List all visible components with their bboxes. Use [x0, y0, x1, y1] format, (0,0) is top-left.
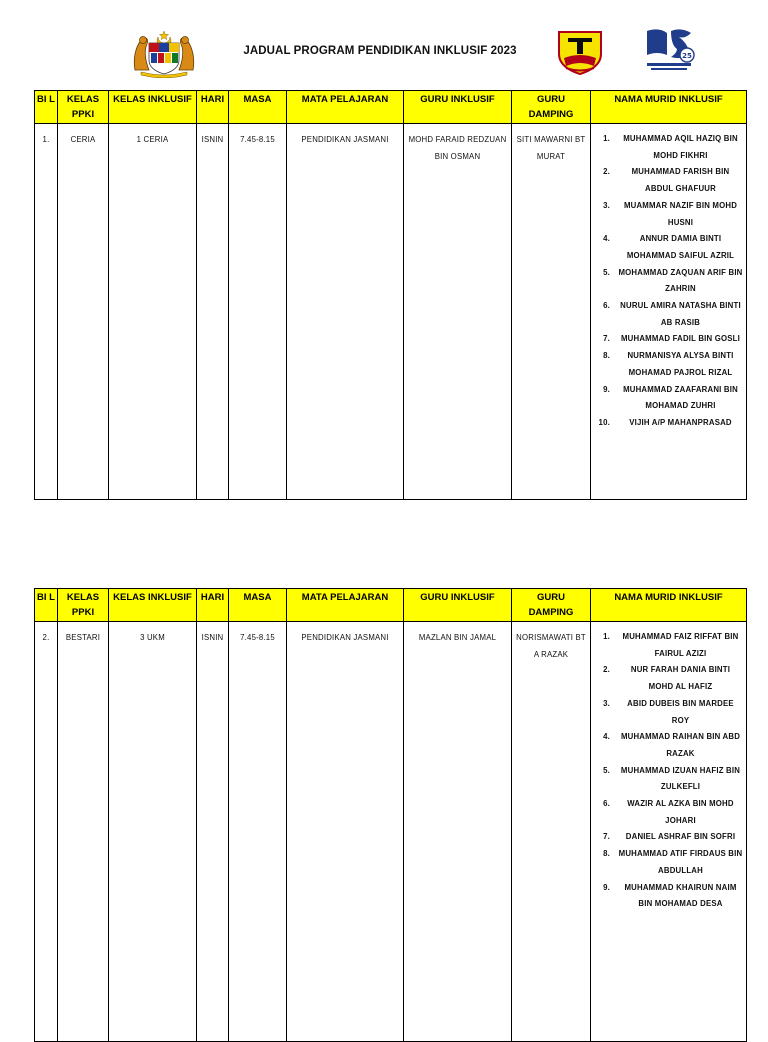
list-item: 3. ABID DUBEIS BIN MARDEE ROY: [603, 698, 734, 725]
column-header: KELAS PPKI: [58, 589, 109, 622]
column-header: HARI: [197, 589, 229, 622]
kelas-inklusif-cell: 1 CERIA: [109, 124, 197, 500]
column-header: GURU INKLUSIF: [404, 589, 512, 622]
bil-cell: 2.: [35, 622, 58, 1042]
kelas-inklusif-cell: 3 UKM: [109, 622, 197, 1042]
table-row: [35, 622, 747, 1042]
hari-cell: ISNIN: [197, 622, 229, 1042]
guru-damping-cell: NORISMAWATI BT A RAZAK: [512, 622, 591, 1042]
masa-cell: 7.45-8.15: [229, 622, 287, 1042]
kelas-ppki-cell: BESTARI: [58, 622, 109, 1042]
list-item: 4. ANNUR DAMIA BINTI MOHAMMAD SAIFUL AZRIL: [603, 234, 735, 260]
nama-murid-cell: [591, 124, 747, 500]
list-item: 10. VIJIH A/P MAHANPRASAD: [598, 417, 732, 427]
ps-25-emblem-icon: [641, 25, 697, 75]
hari-cell: ISNIN: [197, 124, 229, 500]
column-header: KELAS INKLUSIF: [109, 589, 197, 622]
list-item: 8. MUHAMMAD ATIF FIRDAUS BIN ABDULLAH: [603, 849, 743, 875]
guru-inklusif-cell: MAZLAN BIN JAMAL: [404, 622, 512, 1042]
list-item: 4. MUHAMMAD RAIHAN BIN ABD RAZAK: [603, 732, 741, 758]
column-header: MATA PELAJARAN: [287, 91, 404, 124]
column-header: MASA: [229, 589, 287, 622]
list-item: 7. DANIEL ASHRAF BIN SOFRI: [603, 832, 736, 842]
nama-murid-cell: [591, 622, 747, 1042]
column-header: GURU DAMPING: [512, 589, 591, 622]
list-item: 3. MUAMMAR NAZIF BIN MOHD HUSNI: [603, 200, 738, 227]
student-list: [594, 131, 743, 432]
list-item: 1. MUHAMMAD AQIL HAZIQ BIN MOHD FIKHRI: [603, 134, 738, 160]
table-header-row: [35, 91, 747, 124]
list-item: 8. NURMANISYA ALYSA BINTI MOHAMAD PAJROL RIZAL: [603, 351, 734, 377]
guru-inklusif-cell: MOHD FARAID REDZUAN BIN OSMAN: [404, 124, 512, 500]
school-crest-icon: [556, 28, 604, 76]
list-item: 9. MUHAMMAD ZAAFARANI BIN MOHAMAD ZUHRI: [603, 384, 738, 411]
mata-pelajaran-cell: PENDIDIKAN JASMANI: [287, 124, 404, 500]
malaysia-coat-of-arms-icon: [131, 30, 197, 78]
column-header: BI L: [35, 91, 58, 124]
list-item: 6. WAZIR AL AZKA BIN MOHD JOHARI: [603, 799, 734, 825]
list-item: 9. MUHAMMAD KHAIRUN NAIM BIN MOHAMAD DESA: [603, 882, 737, 909]
column-header: NAMA MURID INKLUSIF: [591, 91, 747, 124]
guru-damping-cell: SITI MAWARNI BT MURAT: [512, 124, 591, 500]
student-list: [594, 629, 743, 913]
bil-cell: 1.: [35, 124, 58, 500]
masa-cell: 7.45-8.15: [229, 124, 287, 500]
mata-pelajaran-cell: PENDIDIKAN JASMANI: [287, 622, 404, 1042]
list-item: 7. MUHAMMAD FADIL BIN GOSLI: [603, 334, 740, 344]
list-item: 1. MUHAMMAD FAIZ RIFFAT BIN FAIRUL AZIZI: [603, 632, 739, 658]
column-header: KELAS PPKI: [58, 91, 109, 124]
column-header: MATA PELAJARAN: [287, 589, 404, 622]
column-header: GURU DAMPING: [512, 91, 591, 124]
list-item: 2. NUR FARAH DANIA BINTI MOHD AL HAFIZ: [603, 665, 731, 692]
document-title: JADUAL PROGRAM PENDIDIKAN INKLUSIF 2023: [243, 45, 517, 57]
list-item: 5. MOHAMMAD ZAQUAN ARIF BIN ZAHRIN: [603, 267, 743, 294]
list-item: 6. NURUL AMIRA NATASHA BINTI AB RASIB: [603, 301, 741, 327]
column-header: KELAS INKLUSIF: [109, 91, 197, 124]
list-item: 5. MUHAMMAD IZUAN HAFIZ BIN ZULKEFLI: [603, 765, 741, 792]
column-header: BI L: [35, 589, 58, 622]
column-header: NAMA MURID INKLUSIF: [591, 589, 747, 622]
schedule-table-1: [34, 90, 747, 500]
kelas-ppki-cell: CERIA: [58, 124, 109, 500]
list-item: 2. MUHAMMAD FARISH BIN ABDUL GHAFUUR: [603, 167, 730, 194]
table-header-row: [35, 589, 747, 622]
column-header: MASA: [229, 91, 287, 124]
schedule-table-2: [34, 588, 747, 1042]
table-row: [35, 124, 747, 500]
column-header: HARI: [197, 91, 229, 124]
column-header: GURU INKLUSIF: [404, 91, 512, 124]
svg-text:25: 25: [682, 52, 692, 60]
